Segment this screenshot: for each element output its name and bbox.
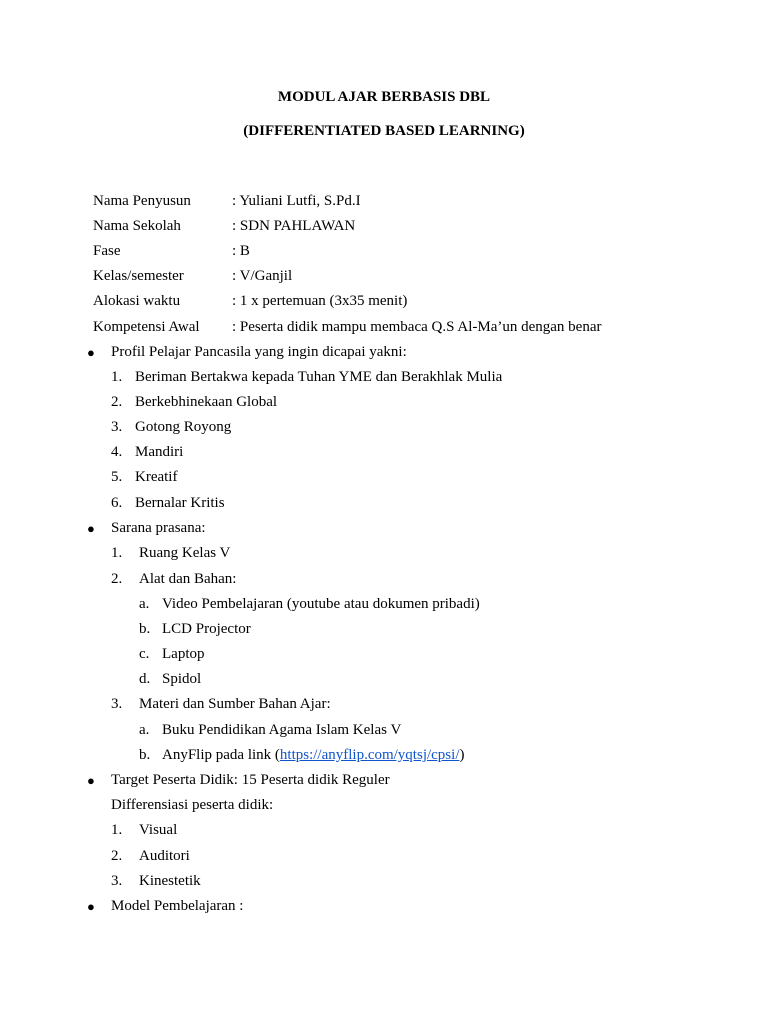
- info-label-sekolah: Nama Sekolah: [93, 218, 181, 234]
- list-item: Beriman Bertakwa kepada Tuhan YME dan Berakhlak Mulia: [135, 369, 503, 385]
- list-item: Gotong Royong: [135, 419, 232, 435]
- list-item-number: 3.: [111, 696, 123, 712]
- sub-list-item: [162, 746, 464, 764]
- list-item-number: 1.: [111, 545, 123, 561]
- sub-item-letter: b.: [139, 621, 151, 637]
- target-heading: Target Peserta Didik: 15 Peserta didik Reguler: [111, 772, 390, 788]
- list-item-number: 5.: [111, 469, 123, 485]
- info-label-kompetensi: Kompetensi Awal: [93, 319, 200, 335]
- list-item: Kinestetik: [139, 873, 201, 889]
- profil-heading: Profil Pelajar Pancasila yang ingin dicapai yakni:: [111, 344, 407, 360]
- list-item: Visual: [139, 822, 178, 838]
- list-item-number: 3.: [111, 419, 123, 435]
- bullet-icon: ●: [87, 773, 95, 788]
- sub-item-letter: d.: [139, 671, 151, 687]
- bullet-icon: ●: [87, 899, 95, 914]
- list-item: Materi dan Sumber Bahan Ajar:: [139, 696, 331, 712]
- sub-item-letter: a.: [139, 722, 150, 738]
- list-item: Kreatif: [135, 469, 178, 485]
- sub-list-item: LCD Projector: [162, 621, 251, 637]
- list-item-number: 3.: [111, 873, 123, 889]
- info-value-penyusun: : Yuliani Lutfi, S.Pd.I: [232, 193, 361, 209]
- list-item-number: 6.: [111, 495, 123, 511]
- list-item: Alat dan Bahan:: [139, 571, 237, 587]
- sub-list-item: Buku Pendidikan Agama Islam Kelas V: [162, 722, 402, 738]
- info-label-kelas: Kelas/semester: [93, 268, 184, 284]
- anyflip-link[interactable]: https://anyflip.com/yqtsj/cpsi/: [279, 747, 460, 763]
- list-item: Mandiri: [135, 444, 184, 460]
- sub-item-letter: a.: [139, 596, 150, 612]
- list-item-number: 2.: [111, 848, 123, 864]
- document-subtitle: (DIFFERENTIATED BASED LEARNING): [243, 123, 525, 139]
- info-value-kompetensi: : Peserta didik mampu membaca Q.S Al-Ma’un dengan benar: [232, 319, 602, 335]
- sarana-heading: Sarana prasana:: [111, 520, 206, 536]
- list-item: Ruang Kelas V: [139, 545, 231, 561]
- sub-list-item-text: AnyFlip pada link (: [162, 747, 280, 763]
- model-heading: Model Pembelajaran :: [111, 898, 244, 914]
- info-value-alokasi: : 1 x pertemuan (3x35 menit): [232, 293, 408, 309]
- info-label-penyusun: Nama Penyusun: [93, 193, 191, 209]
- sub-list-item: Video Pembelajaran (youtube atau dokumen pribadi): [162, 596, 480, 612]
- list-item-number: 4.: [111, 444, 123, 460]
- sub-list-item: Laptop: [162, 646, 205, 662]
- differensiasi-heading: Differensiasi peserta didik:: [111, 797, 274, 813]
- list-item: Auditori: [139, 848, 190, 864]
- info-value-fase: : B: [232, 243, 250, 259]
- sub-item-letter: b.: [139, 747, 151, 763]
- list-item-number: 2.: [111, 571, 123, 587]
- bullet-icon: ●: [87, 521, 95, 536]
- info-value-kelas: : V/Ganjil: [232, 268, 293, 284]
- info-label-alokasi: Alokasi waktu: [93, 293, 181, 309]
- sub-list-item: Spidol: [162, 671, 202, 687]
- list-item-number: 2.: [111, 394, 123, 410]
- info-label-fase: Fase: [93, 243, 121, 259]
- sub-item-letter: c.: [139, 646, 150, 662]
- list-item: Berkebhinekaan Global: [135, 394, 278, 410]
- bullet-icon: ●: [87, 345, 95, 360]
- sub-list-item-text-end: ): [459, 747, 465, 763]
- document-title: MODUL AJAR BERBASIS DBL: [277, 89, 491, 105]
- list-item-number: 1.: [111, 822, 123, 838]
- list-item: Bernalar Kritis: [135, 495, 225, 511]
- info-value-sekolah: : SDN PAHLAWAN: [232, 218, 356, 234]
- list-item-number: 1.: [111, 369, 123, 385]
